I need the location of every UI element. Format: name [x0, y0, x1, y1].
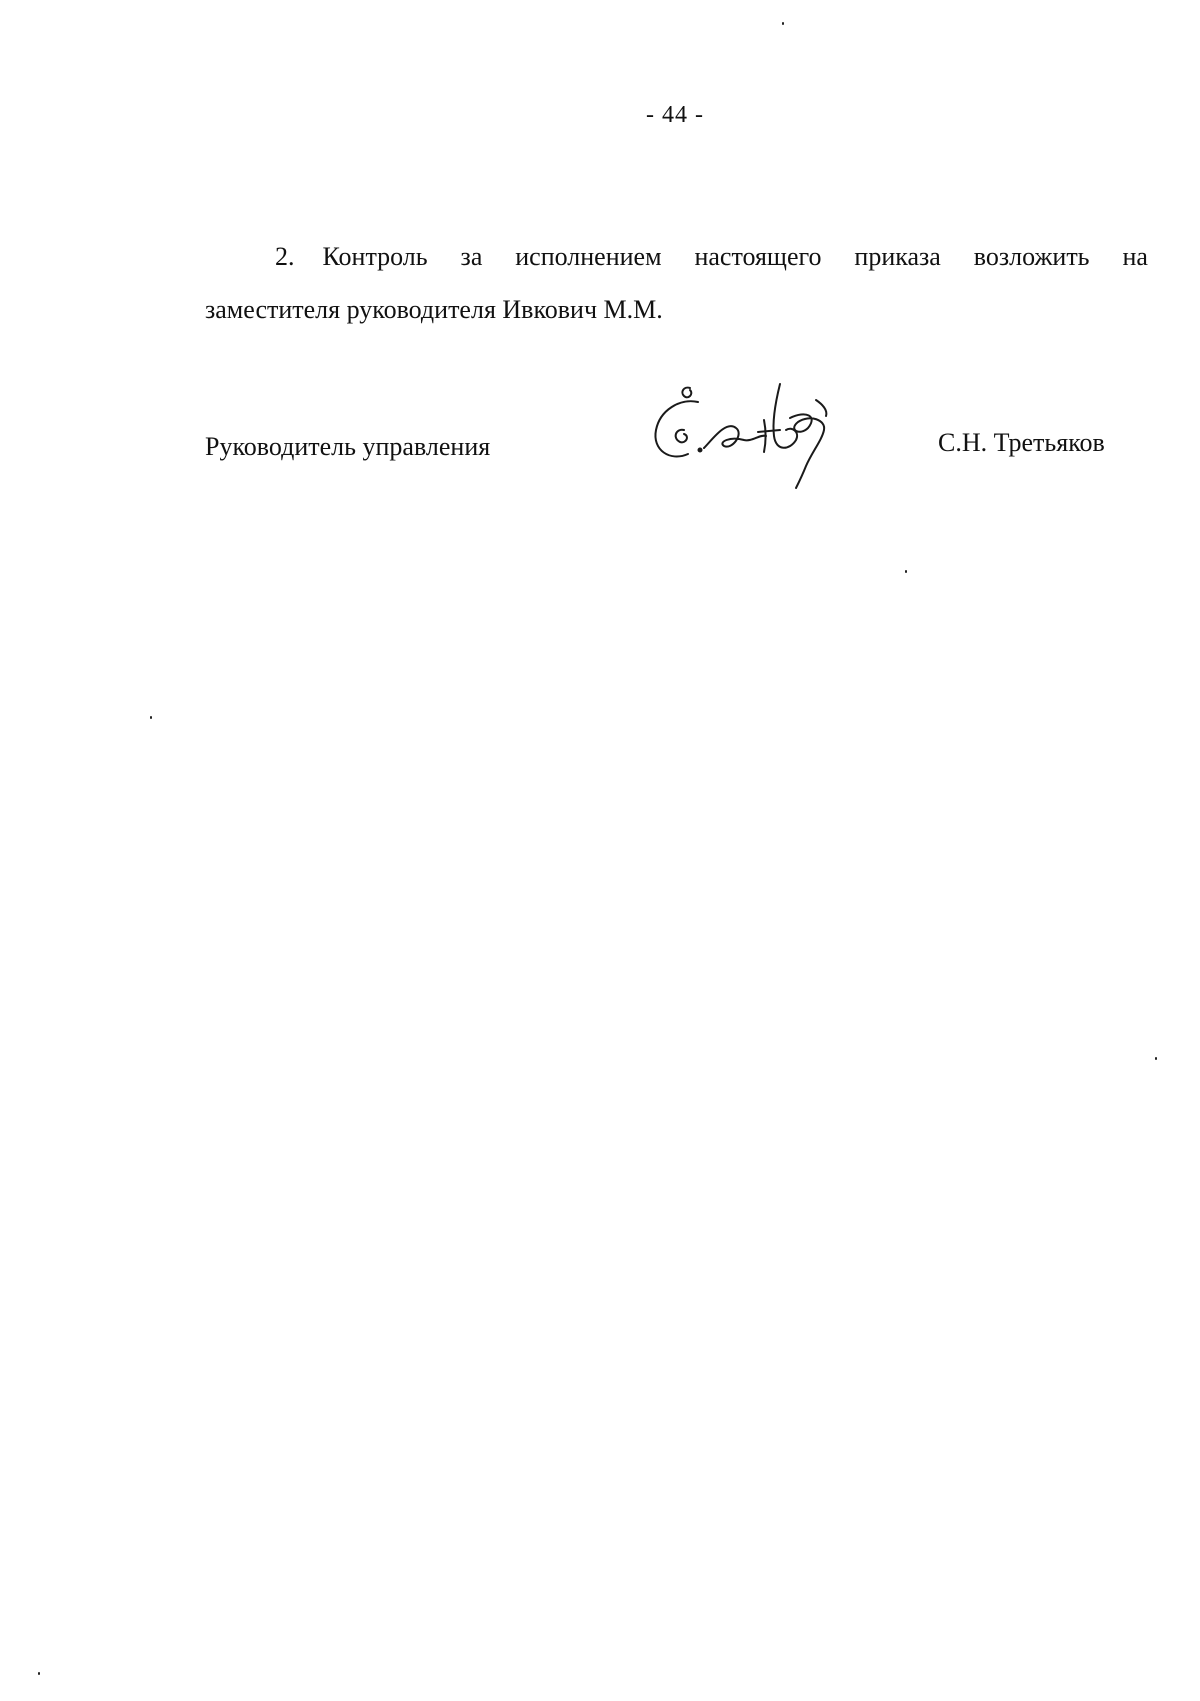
paragraph-word: за [460, 242, 483, 271]
page-number: - 44 - [646, 102, 704, 128]
paragraph-word: возложить [973, 242, 1090, 271]
scan-speck [905, 570, 907, 573]
paragraph-first-line [205, 230, 1148, 283]
scan-speck [150, 716, 152, 719]
paragraph-word: на [1122, 242, 1148, 271]
paragraph-word: исполнением [515, 242, 662, 271]
handwritten-signature [640, 380, 870, 500]
signatory-name: С.Н. Третьяков [938, 428, 1105, 457]
scan-speck [38, 1672, 40, 1675]
paragraph-second-line: заместителя руководителя Ивкович М.М. [205, 295, 663, 324]
paragraph-word: настоящего [694, 242, 822, 271]
paragraph [205, 230, 1148, 336]
paragraph-word: приказа [854, 242, 941, 271]
paragraph-number: 2. [275, 242, 295, 271]
scan-speck [1155, 1057, 1157, 1060]
paragraph-word-row [323, 230, 1149, 283]
scan-speck [782, 22, 784, 25]
paragraph-word: Контроль [322, 242, 428, 271]
signatory-title: Руководитель управления [205, 432, 491, 461]
